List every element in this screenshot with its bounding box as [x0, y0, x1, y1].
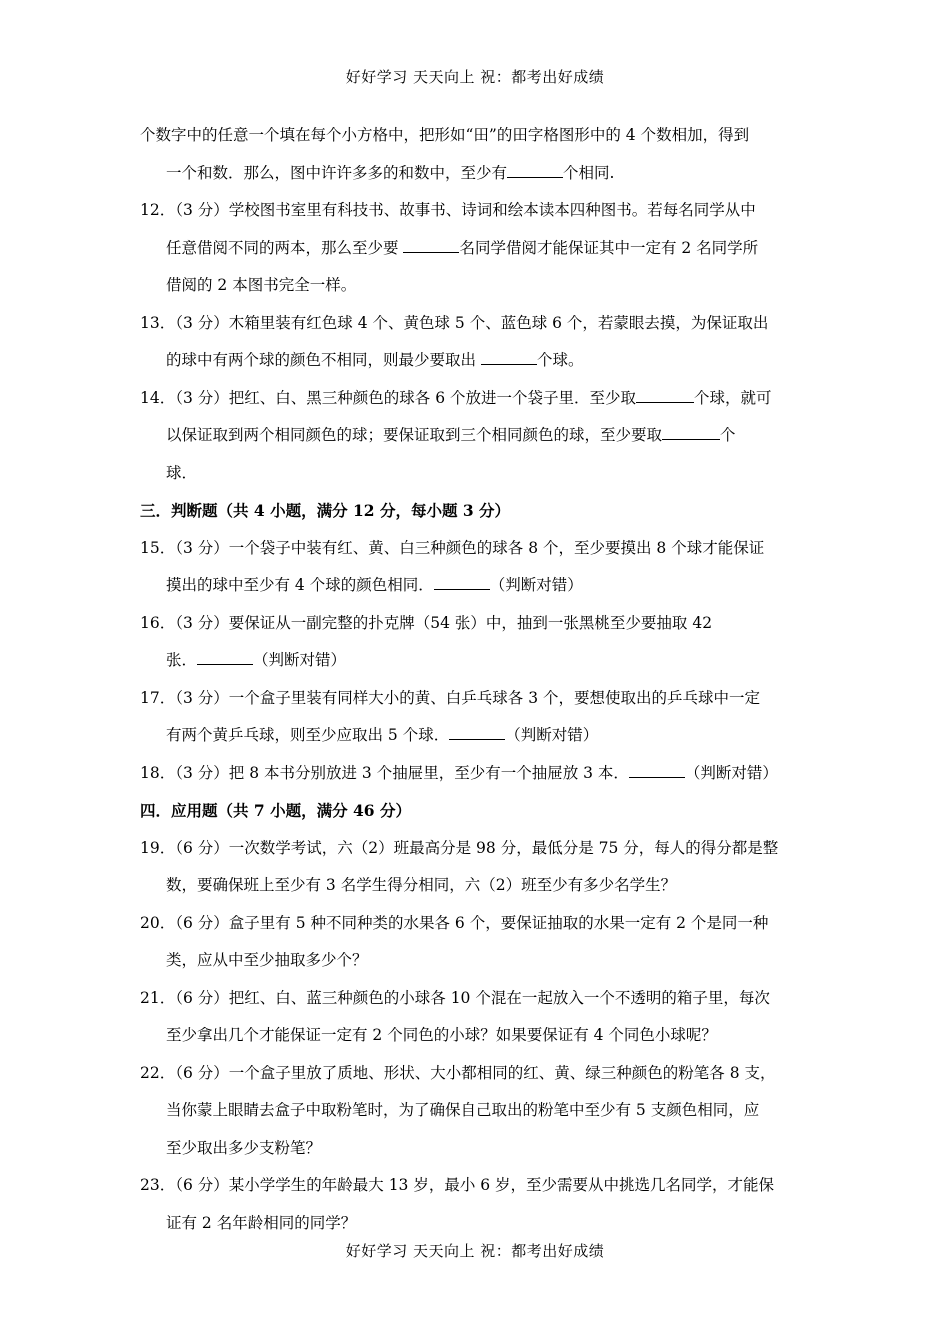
q14-text-b: 个球，就可 [693, 388, 772, 407]
q21-line2: 至少拿出几个才能保证一定有 2 个同色的小球？如果要保证有 4 个同色小球呢？ [166, 1026, 717, 1044]
q11-text-b: 个相同. [563, 163, 615, 182]
answer-blank [449, 725, 505, 740]
page-footer: 好好学习 天天向上 祝：都考出好成绩 [345, 1242, 605, 1260]
q17-line2 [140, 717, 810, 755]
q14-line1 [140, 380, 810, 418]
q14-text-a: 14．（3 分）把红、白、黑三种颜色的球各 6 个放进一个袋子里．至少取 [140, 388, 636, 407]
q13-text-a: 的球中有两个球的颜色不相同，则最少要取出 [166, 351, 481, 369]
answer-blank [197, 650, 253, 665]
q14-text-c: 以保证取到两个相同颜色的球；要保证取到三个相同颜色的球，至少要取 [166, 426, 663, 444]
answer-blank [507, 163, 563, 178]
q13-line2 [140, 342, 810, 380]
q12-text-b: 名同学借阅才能保证其中一定有 2 名同学所 [459, 238, 759, 257]
q12-line2 [140, 230, 810, 268]
q16-line2 [140, 642, 810, 680]
q18-text-a: 18．（3 分）把 8 本书分别放进 3 个抽屉里，至少有一个抽屉放 3 本． [140, 763, 629, 782]
q14-line3: 球． [166, 463, 198, 482]
q17-line1: 17．（3 分）一个盒子里装有同样大小的黄、白乒乓球各 3 个，要想使取出的乒乓球中一定 [140, 688, 760, 707]
q23-line1: 23．（6 分）某小学学生的年龄最大 13 岁，最小 6 岁，至少需要从中挑选几名同学，才能保 [140, 1176, 775, 1194]
section-heading-4: 四．应用题（共 7 小题，满分 46 分） [140, 801, 411, 820]
q15-line1: 15．（3 分）一个袋子中装有红、黄、白三种颜色的球各 8 个，至少要摸出 8 个球才能保证 [140, 538, 765, 557]
q19-line1: 19．（6 分）一次数学考试，六（2）班最高分是 98 分，最低分是 75 分，每人的得分都是整 [140, 838, 779, 857]
answer-blank [403, 238, 459, 253]
page-header: 好好学习 天天向上 祝：都考出好成绩 [345, 68, 605, 86]
q12-line3: 借阅的 2 本图书完全一样。 [166, 276, 357, 294]
document-body [140, 117, 810, 1242]
answer-blank [629, 763, 685, 778]
answer-blank [662, 425, 720, 440]
q18-text-b: （判断对错） [684, 763, 778, 782]
q15-line2 [140, 567, 810, 605]
q18-line1 [140, 755, 810, 793]
answer-blank [636, 388, 694, 403]
q14-text-d: 个 [720, 426, 736, 444]
q12-line1: 12．（3 分）学校图书室里有科技书、故事书、诗词和绘本读本四种图书。若每名同学从中 [140, 201, 756, 219]
q17-text-b: （判断对错） [505, 726, 599, 744]
q11-line2 [140, 155, 810, 193]
q16-text-a: 张． [166, 651, 198, 669]
q22-line2: 当你蒙上眼睛去盒子中取粉笔时，为了确保自己取出的粉笔中至少有 5 支颜色相同，应 [166, 1101, 760, 1119]
q22-line3: 至少取出多少支粉笔？ [166, 1138, 322, 1157]
q17-text-a: 有两个黄乒乓球，则至少应取出 5 个球． [166, 726, 450, 744]
q13-text-b: 个球。 [536, 351, 584, 369]
q13-line1: 13．（3 分）木箱里装有红色球 4 个、黄色球 5 个、蓝色球 6 个，若蒙眼去摸，为保证取出 [140, 313, 769, 332]
q14-line2 [140, 417, 810, 455]
q15-text-a: 摸出的球中至少有 4 个球的颜色相同． [166, 576, 434, 594]
answer-blank [434, 575, 490, 590]
answer-blank [481, 350, 537, 365]
q19-line2: 数，要确保班上至少有 3 名学生得分相同，六（2）班至少有多少名学生？ [166, 876, 677, 894]
q20-line2: 类，应从中至少抽取多少个？ [166, 951, 368, 969]
q22-line1: 22．（6 分）一个盒子里放了质地、形状、大小都相同的红、黄、绿三种颜色的粉笔各 8 支， [140, 1063, 776, 1082]
q23-line2: 证有 2 名年龄相同的同学？ [166, 1213, 357, 1232]
q21-line1: 21．（6 分）把红、白、蓝三种颜色的小球各 10 个混在一起放入一个不透明的箱子里，每次 [140, 988, 770, 1007]
q16-line1: 16．（3 分）要保证从一副完整的扑克牌（54 张）中，抽到一张黑桃至少要抽取 42 [140, 613, 713, 632]
q12-text-a: 任意借阅不同的两本，那么至少要 [166, 238, 404, 257]
q11-text-a: 一个和数．那么，图中许许多多的和数中，至少有 [166, 163, 508, 182]
section-heading-3: 三．判断题（共 4 小题，满分 12 分，每小题 3 分） [140, 501, 511, 520]
q20-line1: 20．（6 分）盒子里有 5 种不同种类的水果各 6 个，要保证抽取的水果一定有 2 个是同一种 [140, 913, 769, 932]
q15-text-b: （判断对错） [489, 576, 583, 594]
q16-text-b: （判断对错） [253, 651, 347, 669]
q11-line1: 个数字中的任意一个填在每个小方格中，把形如“田”的田字格图形中的 4 个数相加，得到 [140, 126, 750, 144]
